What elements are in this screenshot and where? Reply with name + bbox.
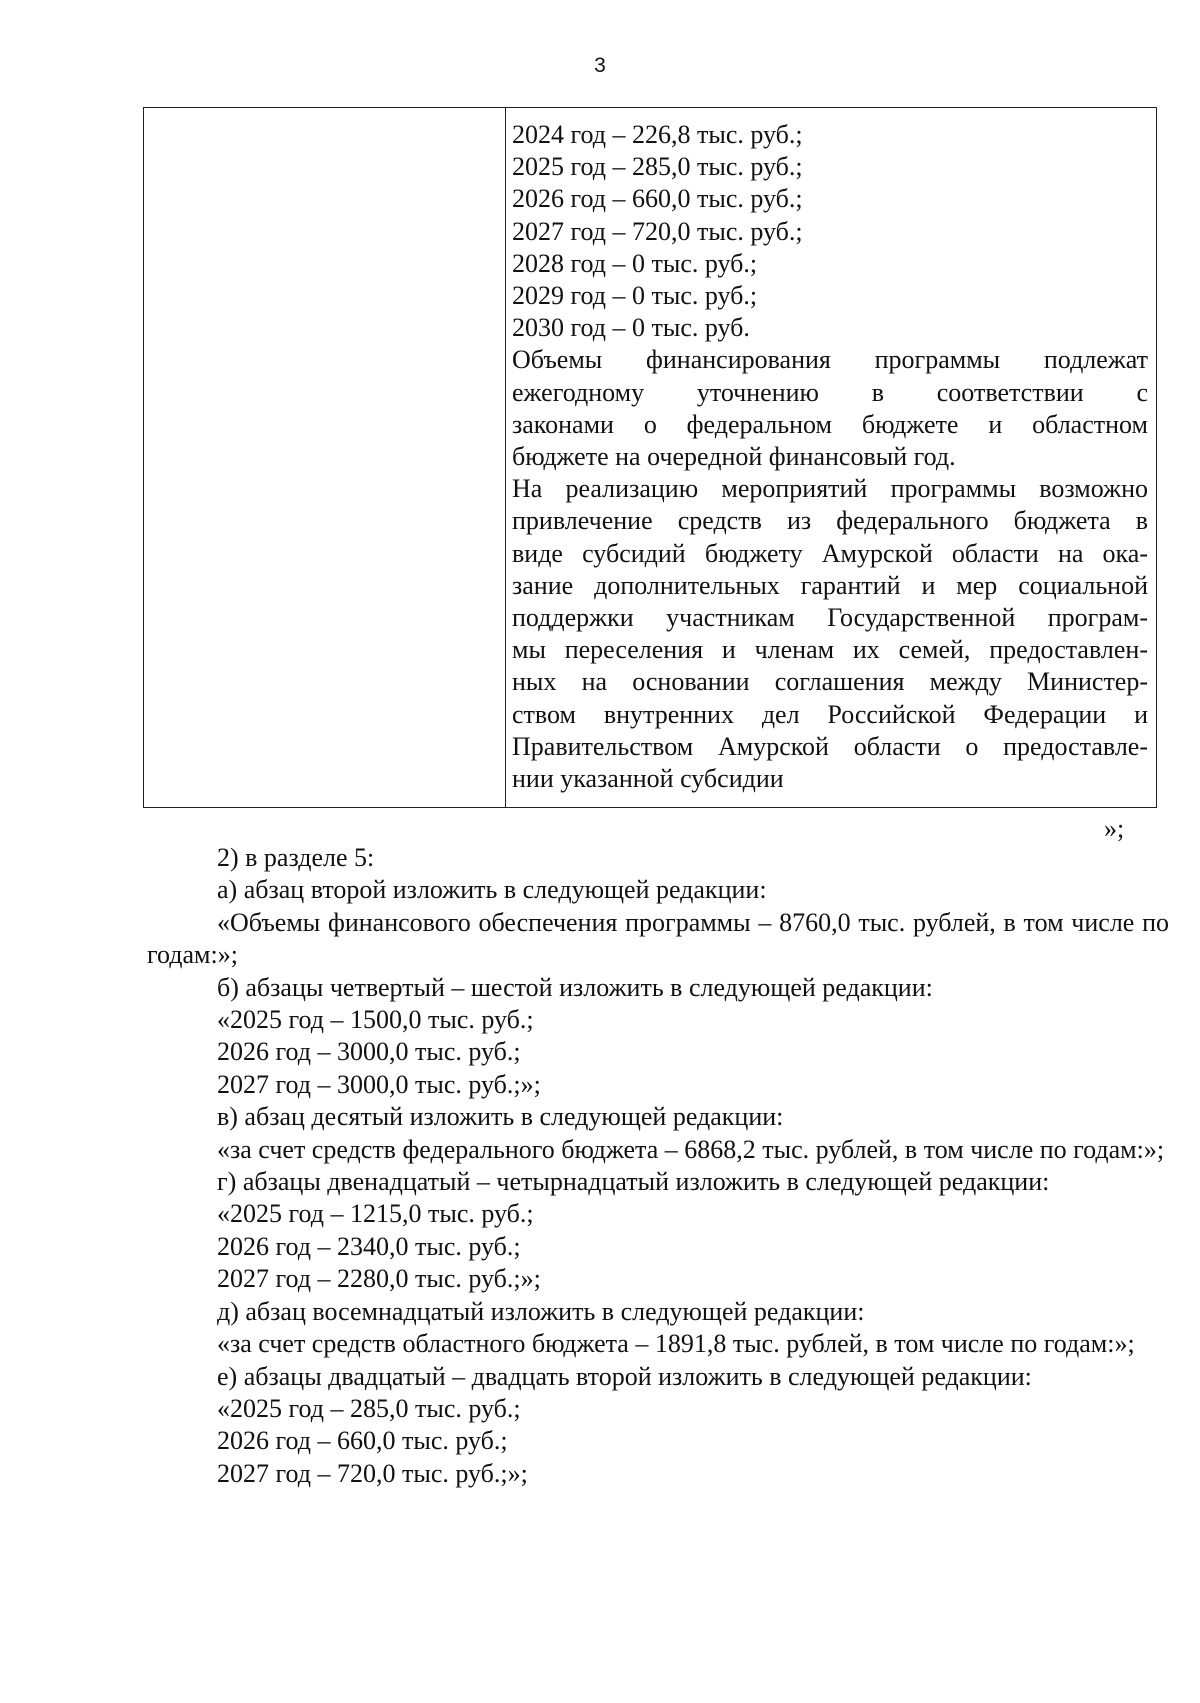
amendment-year-line: «2025 год – 285,0 тыс. руб.; (217, 1393, 521, 1423)
subsidy-note-line: На реализацию мероприятий программы возможно (512, 474, 1148, 504)
amendment-quote: «за счет средств областного бюджета – 1891,8 тыс. рублей, в том числе по годам:»; (217, 1329, 1135, 1359)
financing-note-line: ежегодному уточнению в соответствии с (512, 377, 1148, 407)
subsidy-note-line: нии указанной субсидии (512, 764, 784, 794)
amendment-quote: «Объемы финансового обеспечения программы – 8760,0 тыс. рублей, в том числе по годам:»; (147, 907, 1169, 970)
subsidy-note-line: Правительством Амурской области о предоставле- (512, 731, 1148, 761)
year-line: 2026 год – 660,0 тыс. руб.; (512, 184, 803, 214)
section-heading: 2) в разделе 5: (217, 843, 375, 872)
amendment-year-line: «2025 год – 1500,0 тыс. руб.; (217, 1005, 534, 1035)
amendment-year-line: 2026 год – 3000,0 тыс. руб.; (217, 1037, 521, 1067)
amendment-year-line: 2027 год – 720,0 тыс. руб.;»; (217, 1458, 528, 1488)
amendment-year-line: «2025 год – 1215,0 тыс. руб.; (217, 1199, 534, 1229)
year-line: 2030 год – 0 тыс. руб. (512, 313, 750, 343)
amendment-quote: «за счет средств федерального бюджета – 6868,2 тыс. рублей, в том числе по годам:»; (217, 1134, 1165, 1164)
subsidy-note-line: ных на основании соглашения между Министер- (512, 667, 1148, 697)
amendment-year-line: 2026 год – 660,0 тыс. руб.; (217, 1426, 508, 1456)
subsidy-note-line: привлечение средств из федерального бюджета в (512, 506, 1148, 536)
year-line: 2029 год – 0 тыс. руб.; (512, 281, 758, 311)
amendment-item: б) абзацы четвертый – шестой изложить в следующей редакции: (217, 972, 933, 1002)
financing-table (143, 107, 1157, 808)
amendment-item: в) абзац десятый изложить в следующей редакции: (217, 1102, 784, 1132)
subsidy-note-line: ством внутренних дел Российской Федерации и (512, 699, 1148, 729)
subsidy-note-line: виде субсидий бюджету Амурской области на ока- (512, 538, 1148, 568)
subsidy-note-line: мы переселения и членам их семей, предоставлен- (512, 635, 1148, 665)
financing-note-line: бюджете на очередной финансовый год. (512, 442, 956, 472)
page-number: 3 (594, 54, 606, 77)
amendment-item: а) абзац второй изложить в следующей редакции: (217, 875, 767, 905)
amendment-year-line: 2027 год – 3000,0 тыс. руб.;»; (217, 1069, 541, 1099)
year-line: 2028 год – 0 тыс. руб.; (512, 248, 758, 278)
amendment-year-line: 2027 год – 2280,0 тыс. руб.;»; (217, 1264, 541, 1294)
amendment-item: е) абзацы двадцатый – двадцать второй изложить в следующей редакции: (217, 1361, 1032, 1391)
amendment-text (147, 842, 1169, 1490)
closing-quote: »; (1104, 814, 1125, 843)
amendment-item: г) абзацы двенадцатый – четырнадцатый изложить в следующей редакции: (217, 1167, 1050, 1197)
table-right-cell (506, 108, 1156, 807)
subsidy-note-line: поддержки участникам Государственной програм- (512, 603, 1148, 633)
year-line: 2025 год – 285,0 тыс. руб.; (512, 152, 803, 182)
amendment-item: д) абзац восемнадцатый изложить в следующей редакции: (217, 1296, 865, 1326)
subsidy-note-line: зание дополнительных гарантий и мер социальной (512, 570, 1148, 600)
financing-note-line: законами о федеральном бюджете и областном (512, 409, 1148, 439)
table-left-cell (144, 108, 506, 807)
year-line: 2024 год – 226,8 тыс. руб.; (512, 120, 803, 149)
financing-note-line: Объемы финансирования программы подлежат (512, 345, 1148, 375)
amendment-year-line: 2026 год – 2340,0 тыс. руб.; (217, 1231, 521, 1261)
year-line: 2027 год – 720,0 тыс. руб.; (512, 216, 803, 246)
